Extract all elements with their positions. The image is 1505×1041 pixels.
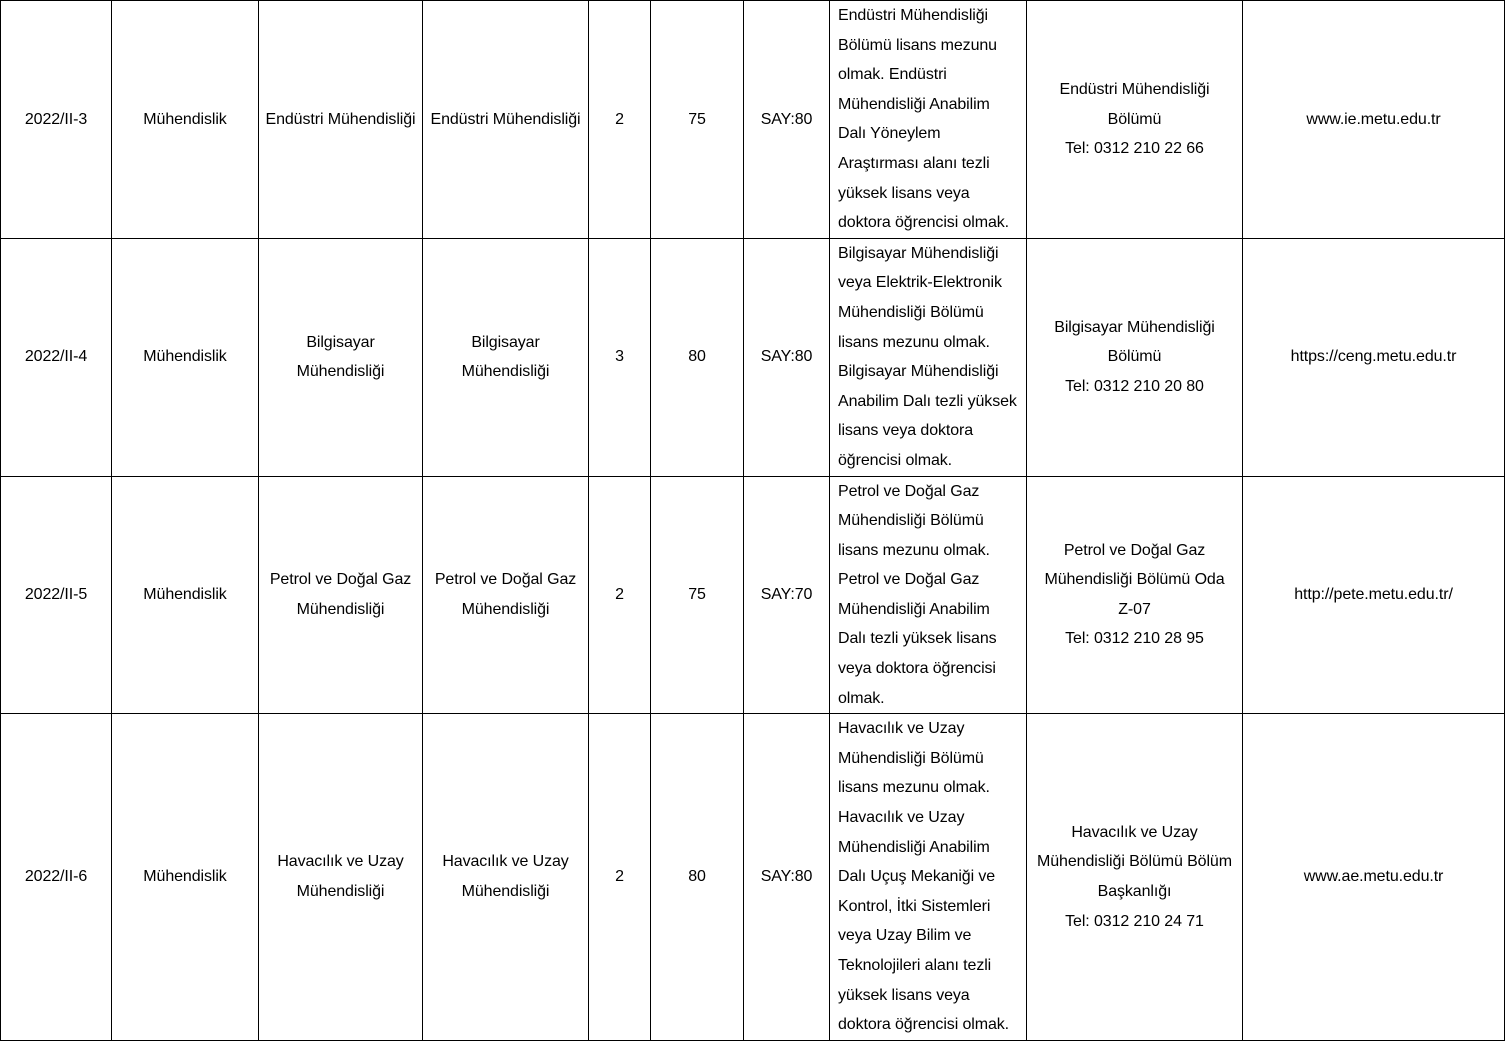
position-code: 2022/II-4 xyxy=(1,238,112,476)
score-cell: 80 xyxy=(651,238,744,476)
contact-phone: Tel: 0312 210 24 71 xyxy=(1065,912,1204,930)
program-cell: Petrol ve Doğal Gaz Mühendisliği xyxy=(423,476,589,714)
department-cell: Havacılık ve Uzay Mühendisliği xyxy=(259,714,423,1041)
contact-office: Havacılık ve Uzay Mühendisliği Bölümü Bölüm Başkanlığı xyxy=(1037,823,1232,901)
website-link[interactable]: www.ie.metu.edu.tr xyxy=(1243,1,1505,239)
position-code: 2022/II-6 xyxy=(1,714,112,1041)
exam-score-cell: SAY:80 xyxy=(744,238,830,476)
faculty-cell: Mühendislik xyxy=(112,238,259,476)
requirement-cell: Endüstri Mühendisliği Bölümü lisans mezunu olmak. Endüstri Mühendisliği Anabilim Dalı Yöneylem Araştırması alanı tezli yüksek lisans veya doktora öğrencisi olmak. xyxy=(830,1,1027,239)
quota-cell: 2 xyxy=(589,476,651,714)
contact-phone: Tel: 0312 210 20 80 xyxy=(1065,377,1204,395)
website-link[interactable]: http://pete.metu.edu.tr/ xyxy=(1243,476,1505,714)
contact-cell xyxy=(1027,476,1243,714)
quota-cell: 3 xyxy=(589,238,651,476)
table-row xyxy=(1,714,1505,1041)
table-row xyxy=(1,238,1505,476)
position-code: 2022/II-3 xyxy=(1,1,112,239)
contact-office: Bilgisayar Mühendisliği Bölümü xyxy=(1054,318,1215,366)
requirement-cell: Havacılık ve Uzay Mühendisliği Bölümü lisans mezunu olmak. Havacılık ve Uzay Mühendisliği Anabilim Dalı Uçuş Mekaniği ve Kontrol, İtki Sistemleri veya Uzay Bilim ve Teknolojileri alanı tezli yüksek lisans veya doktora öğrencisi olmak. xyxy=(830,714,1027,1041)
score-cell: 75 xyxy=(651,1,744,239)
exam-score-cell: SAY:80 xyxy=(744,1,830,239)
requirement-cell: Petrol ve Doğal Gaz Mühendisliği Bölümü lisans mezunu olmak. Petrol ve Doğal Gaz Mühendisliği Anabilim Dalı tezli yüksek lisans veya doktora öğrencisi olmak. xyxy=(830,476,1027,714)
contact-cell xyxy=(1027,714,1243,1041)
contact-cell xyxy=(1027,1,1243,239)
requirement-cell: Bilgisayar Mühendisliği veya Elektrik-Elektronik Mühendisliği Bölümü lisans mezunu olmak. Bilgisayar Mühendisliği Anabilim Dalı tezli yüksek lisans veya doktora öğrencisi olmak. xyxy=(830,238,1027,476)
website-link[interactable]: www.ae.metu.edu.tr xyxy=(1243,714,1505,1041)
website-link[interactable]: https://ceng.metu.edu.tr xyxy=(1243,238,1505,476)
program-cell: Havacılık ve Uzay Mühendisliği xyxy=(423,714,589,1041)
table-row xyxy=(1,476,1505,714)
quota-cell: 2 xyxy=(589,714,651,1041)
program-cell: Endüstri Mühendisliği xyxy=(423,1,589,239)
department-cell: Bilgisayar Mühendisliği xyxy=(259,238,423,476)
exam-score-cell: SAY:80 xyxy=(744,714,830,1041)
contact-office: Endüstri Mühendisliği Bölümü xyxy=(1059,80,1210,128)
score-cell: 80 xyxy=(651,714,744,1041)
quota-cell: 2 xyxy=(589,1,651,239)
exam-score-cell: SAY:70 xyxy=(744,476,830,714)
contact-cell xyxy=(1027,238,1243,476)
faculty-cell: Mühendislik xyxy=(112,714,259,1041)
faculty-cell: Mühendislik xyxy=(112,476,259,714)
contact-office: Petrol ve Doğal Gaz Mühendisliği Bölümü Oda Z-07 xyxy=(1044,541,1225,618)
table-row xyxy=(1,1,1505,239)
contact-phone: Tel: 0312 210 28 95 xyxy=(1065,630,1204,648)
score-cell: 75 xyxy=(651,476,744,714)
position-code: 2022/II-5 xyxy=(1,476,112,714)
program-cell: Bilgisayar Mühendisliği xyxy=(423,238,589,476)
faculty-cell: Mühendislik xyxy=(112,1,259,239)
department-cell: Endüstri Mühendisliği xyxy=(259,1,423,239)
department-cell: Petrol ve Doğal Gaz Mühendisliği xyxy=(259,476,423,714)
contact-phone: Tel: 0312 210 22 66 xyxy=(1065,140,1204,158)
